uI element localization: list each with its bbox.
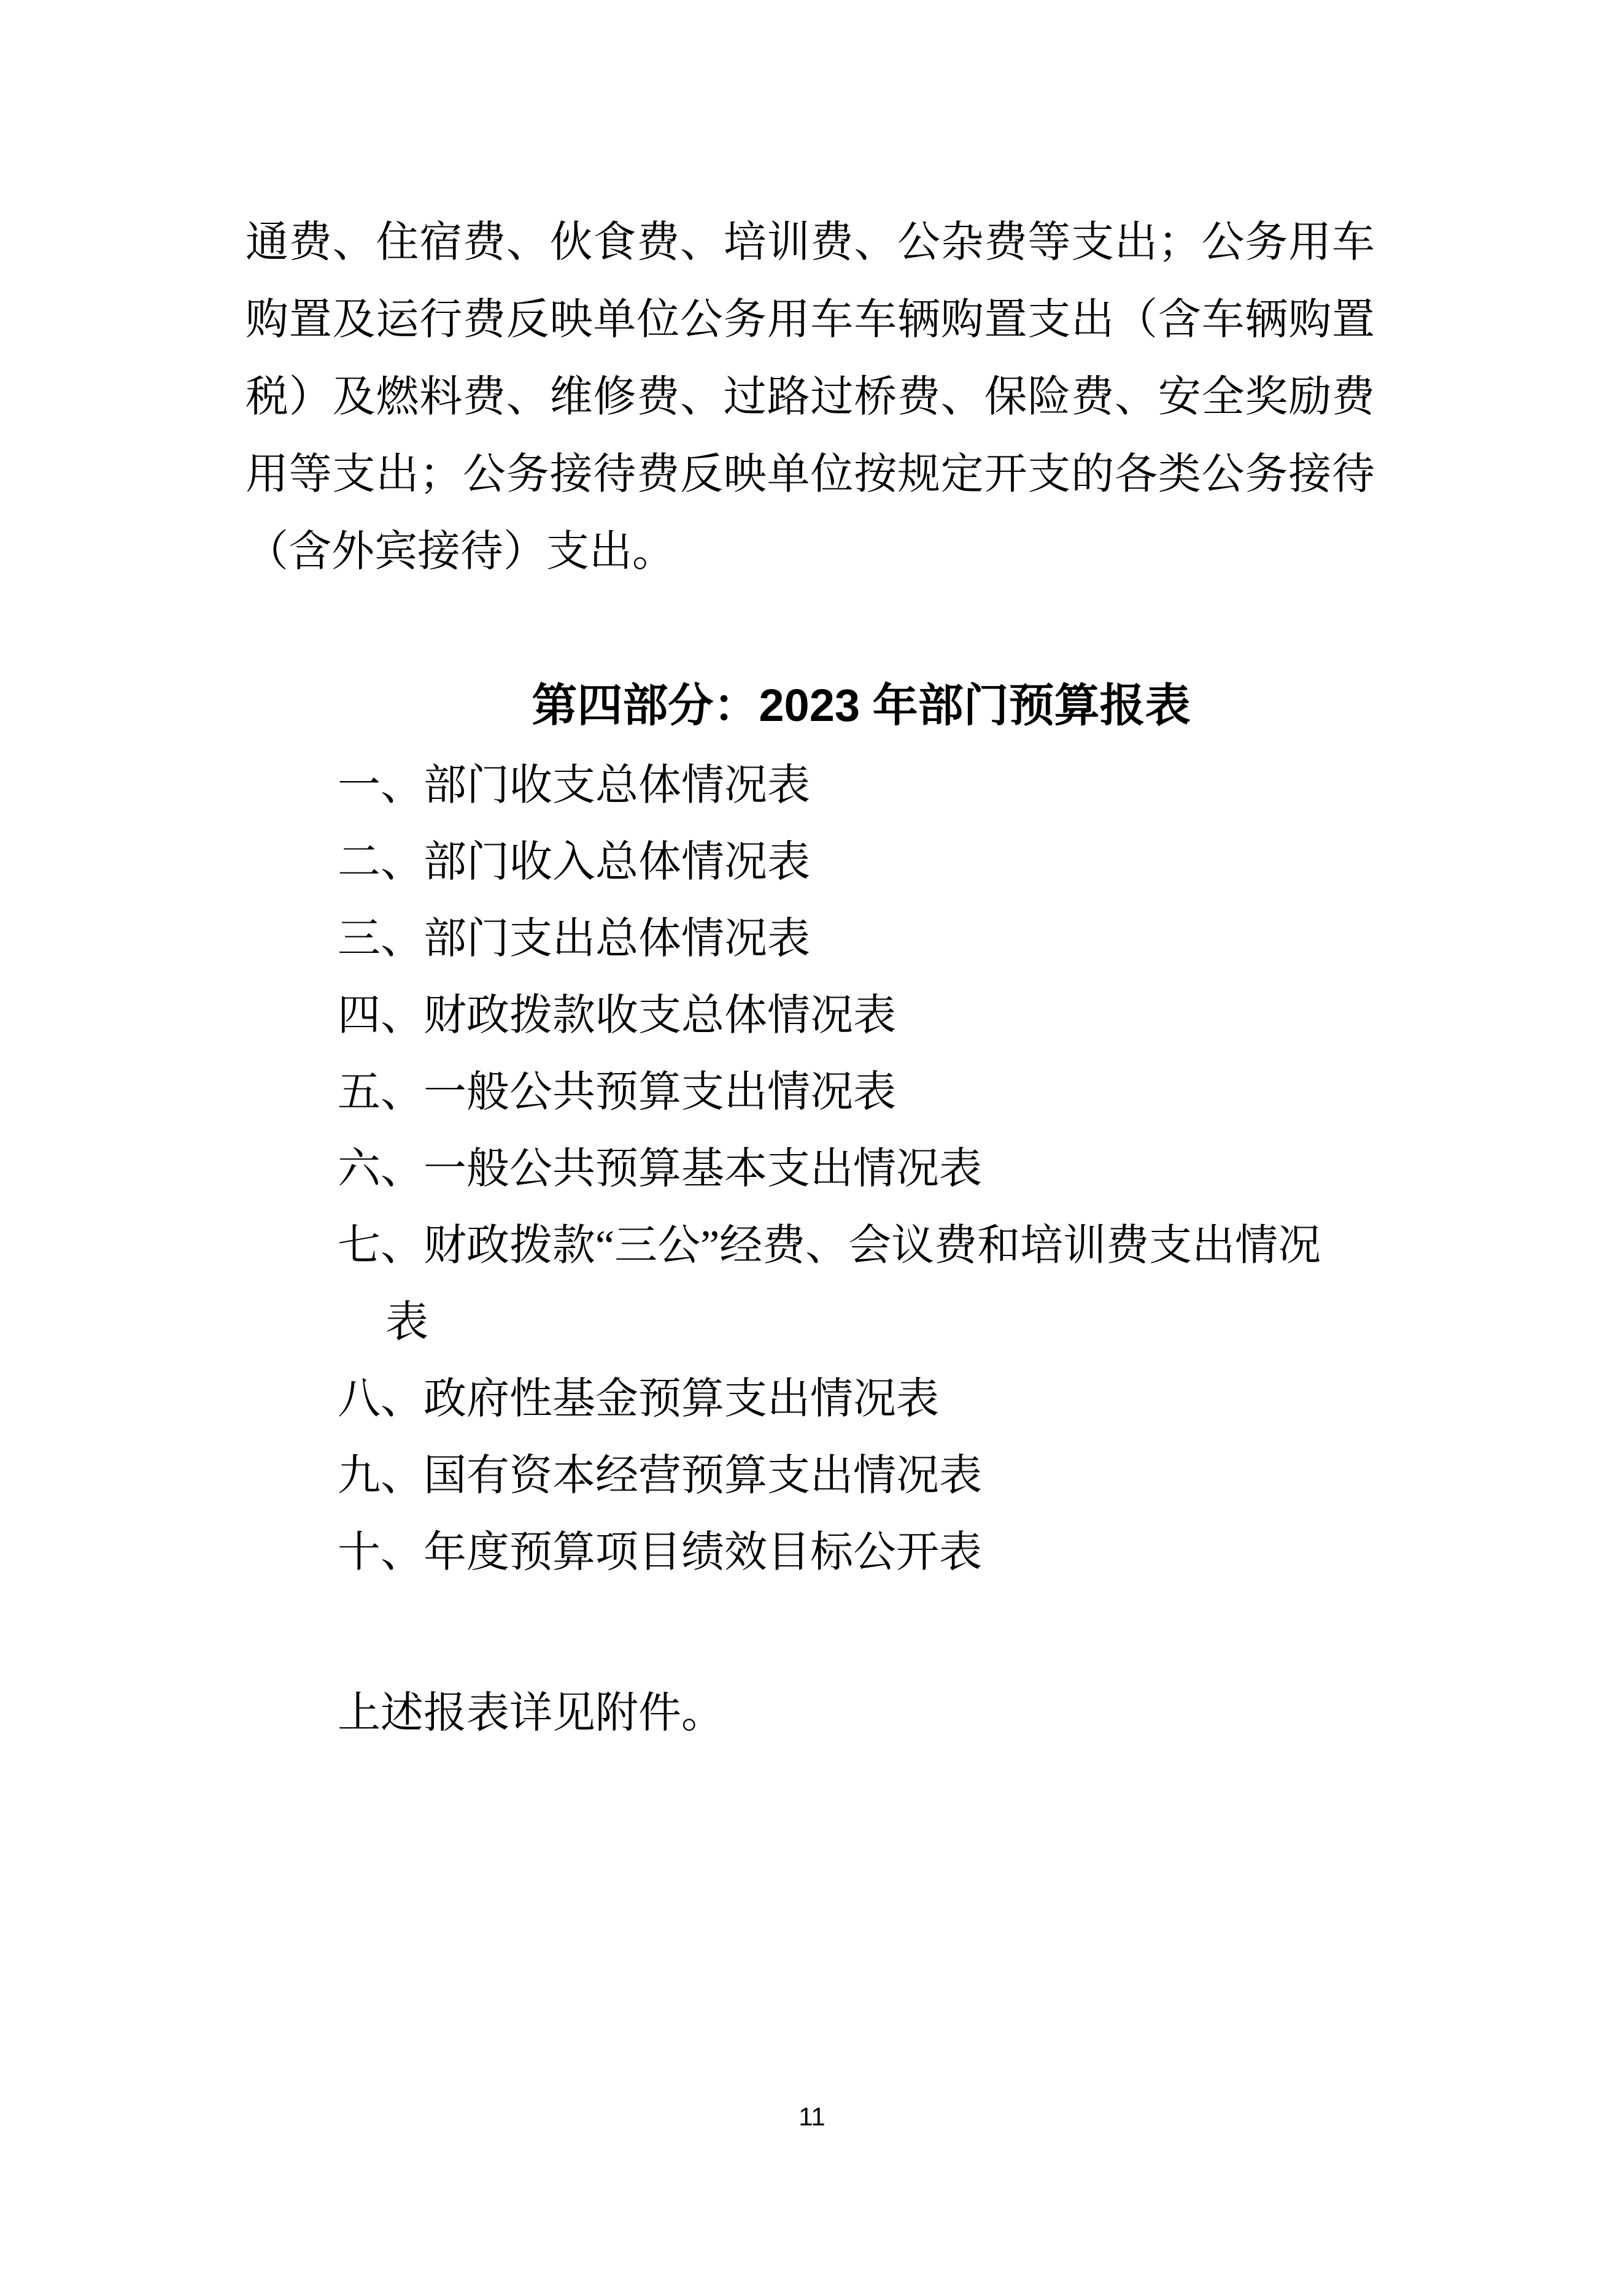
list-item-2: 二、部门收入总体情况表 <box>338 839 810 886</box>
list-item-3: 三、部门支出总体情况表 <box>338 915 810 963</box>
section-heading: 第四部分：2023 年部门预算报表 <box>532 680 1191 731</box>
paragraph-line-3: 税）及燃料费、维修费、过路过桥费、保险费、安全奖励费 <box>246 374 1375 421</box>
paragraph-line-2: 购置及运行费反映单位公务用车车辆购置支出（含车辆购置 <box>246 296 1375 344</box>
list-item-4: 四、财政拨款收支总体情况表 <box>338 992 896 1039</box>
list-item-9: 九、国有资本经营预算支出情况表 <box>338 1452 982 1500</box>
list-item-10: 十、年度预算项目绩效目标公开表 <box>338 1529 982 1576</box>
body-paragraph <box>246 204 1375 591</box>
list-item-7: 七、财政拨款“三公”经费、会议费和培训费支出情况 <box>338 1222 1321 1269</box>
paragraph-line-1: 通费、住宿费、伙食费、培训费、公杂费等支出；公务用车 <box>246 219 1375 266</box>
paragraph-line-4: 用等支出；公务接待费反映单位按规定开支的各类公务接待 <box>246 451 1375 498</box>
paragraph-line-5: （含外宾接待）支出。 <box>246 528 675 576</box>
list-item-1: 一、部门收支总体情况表 <box>338 762 810 809</box>
report-table-list <box>246 747 1473 1591</box>
list-item-7-wrap: 表 <box>385 1299 428 1346</box>
closing-line: 上述报表详见附件。 <box>338 1690 724 1737</box>
list-item-5: 五、一般公共预算支出情况表 <box>338 1069 896 1116</box>
list-item-6: 六、一般公共预算基本支出情况表 <box>338 1146 982 1193</box>
page-number: 11 <box>798 2102 826 2131</box>
list-item-8: 八、政府性基金预算支出情况表 <box>338 1376 939 1423</box>
